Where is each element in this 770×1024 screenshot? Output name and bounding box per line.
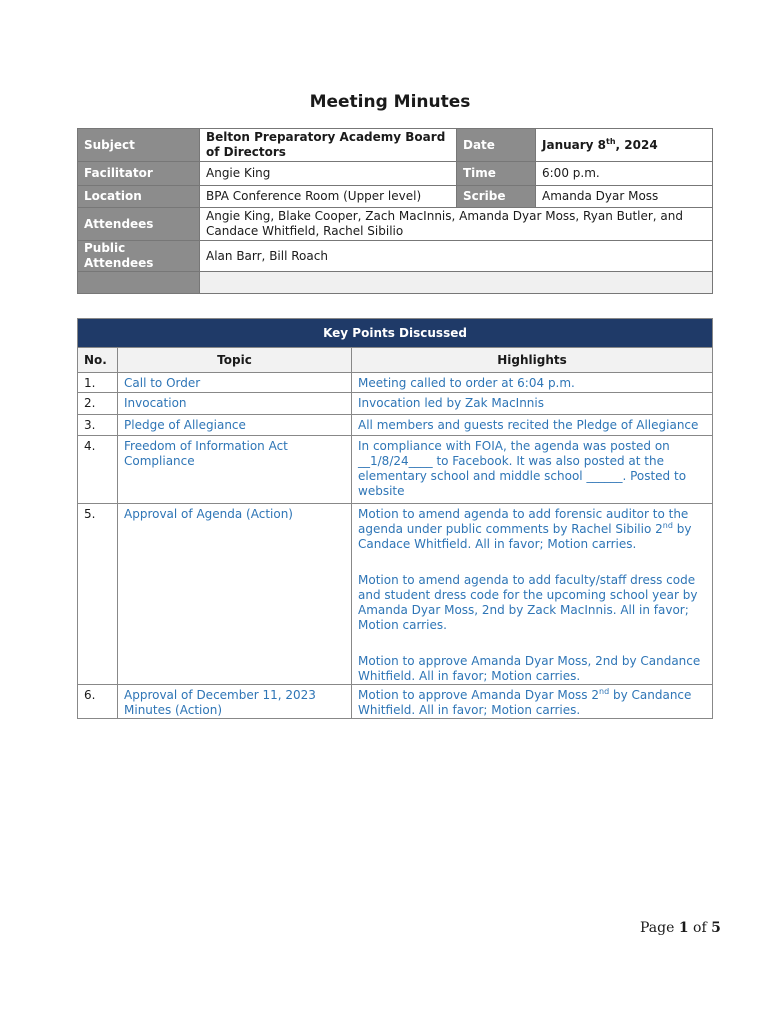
row-no: 2. (78, 393, 118, 415)
col-no-header: No. (78, 348, 118, 373)
subject-label: Subject (78, 129, 200, 162)
table-row (78, 393, 713, 415)
empty-label-cell (78, 272, 200, 294)
key-points-table (77, 318, 713, 719)
col-highlights-header: Highlights (352, 348, 713, 373)
row-no: 4. (78, 436, 118, 504)
facilitator-label: Facilitator (78, 162, 200, 186)
empty-value-cell (200, 272, 713, 294)
row-highlight: Meeting called to order at 6:04 p.m. (352, 373, 713, 393)
time-value: 6:00 p.m. (536, 162, 713, 186)
table-row (78, 504, 713, 685)
location-label: Location (78, 186, 200, 208)
highlight-paragraph: Motion to approve Amanda Dyar Moss, 2nd by Candance Whitfield. All in favor; Motion carries. (358, 654, 701, 683)
attendees-value: Angie King, Blake Cooper, Zach MacInnis, Amanda Dyar Moss, Ryan Butler, and Candace Whitfield, Rachel Sibilio (200, 208, 713, 241)
table-row (78, 373, 713, 393)
attendees-label: Attendees (78, 208, 200, 241)
meeting-info-table (77, 128, 713, 294)
date-label: Date (457, 129, 536, 162)
row-no: 5. (78, 504, 118, 685)
row-highlight (352, 504, 713, 685)
row-topic: Call to Order (118, 373, 352, 393)
row-topic: Invocation (118, 393, 352, 415)
location-value: BPA Conference Room (Upper level) (200, 186, 457, 208)
row-topic: Freedom of Information Act Compliance (118, 436, 352, 504)
page-title: Meeting Minutes (309, 92, 471, 112)
key-points-banner: Key Points Discussed (78, 319, 713, 348)
row-topic: Pledge of Allegiance (118, 415, 352, 436)
date-value: January 8th, 2024 (536, 129, 713, 162)
row-highlight: All members and guests recited the Pledge of Allegiance (352, 415, 713, 436)
table-row (78, 685, 713, 719)
scribe-value: Amanda Dyar Moss (536, 186, 713, 208)
row-no: 1. (78, 373, 118, 393)
row-no: 3. (78, 415, 118, 436)
page-number: Page 1 of 5 (640, 920, 721, 936)
row-topic: Approval of December 11, 2023 Minutes (Action) (118, 685, 352, 719)
row-highlight: Invocation led by Zak MacInnis (352, 393, 713, 415)
facilitator-value: Angie King (200, 162, 457, 186)
table-row (78, 415, 713, 436)
public-attendees-value: Alan Barr, Bill Roach (200, 241, 713, 272)
highlight-paragraph: Motion to amend agenda to add faculty/staff dress code and student dress code for the upcoming school year by Amanda Dyar Moss, 2nd by Zack MacInnis. All in favor; Motion carries. (358, 573, 698, 632)
table-row (78, 436, 713, 504)
highlight-paragraph: Motion to amend agenda to add forensic auditor to the agenda under public comments by Rachel Sibilio 2nd by Candace Whitfield. All in favor; Motion carries. (358, 507, 692, 551)
row-highlight: In compliance with FOIA, the agenda was posted on __1/8/24____ to Facebook. It was also posted at the elementary school and middle school ______. Posted to website (352, 436, 713, 504)
row-highlight: Motion to approve Amanda Dyar Moss 2nd by Candance Whitfield. All in favor; Motion carries. (352, 685, 713, 719)
time-label: Time (457, 162, 536, 186)
subject-value: Belton Preparatory Academy Board of Directors (200, 129, 457, 162)
row-topic: Approval of Agenda (Action) (118, 504, 352, 685)
public-attendees-label: Public Attendees (78, 241, 200, 272)
row-no: 6. (78, 685, 118, 719)
scribe-label: Scribe (457, 186, 536, 208)
col-topic-header: Topic (118, 348, 352, 373)
